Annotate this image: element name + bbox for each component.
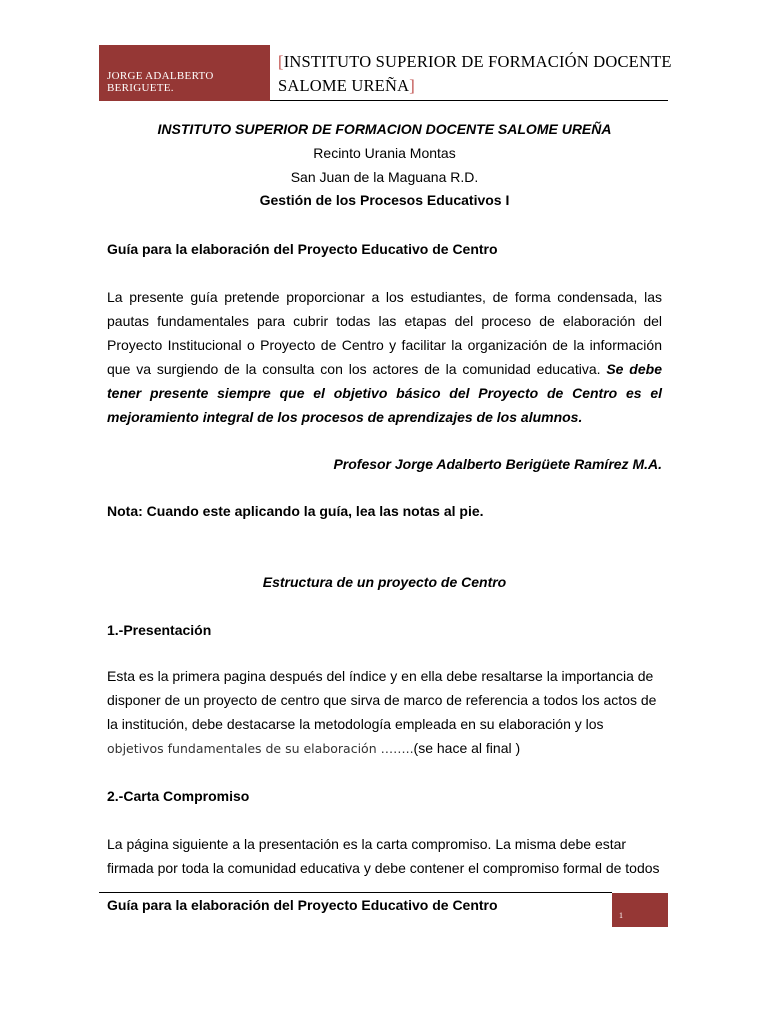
section2-heading: 2.-Carta Compromiso [107, 788, 250, 804]
header-author-box [99, 45, 270, 101]
header-title-line2: SALOME UREÑA [278, 76, 410, 95]
section2-line: La página siguiente a la presentación es la carta compromiso. La misma debe estar [107, 836, 627, 852]
header-rule [270, 100, 668, 101]
section1-line: disponer de un proyecto de centro que sirva de marco de referencia a todos los actos de [107, 692, 657, 708]
intro-emphasis: Se debe tener presente siempre que el objetivo básico del Proyecto de Centro es el mejoramiento integral de los procesos de aprendizajes de los alumnos. [107, 361, 662, 425]
section1-line: la institución, debe destacarse la metodología empleada en su elaboración y los [107, 716, 604, 732]
header-title-line1: INSTITUTO SUPERIOR DE FORMACIÓN DOCENTE [283, 52, 672, 71]
author-name-line1: JORGE ADALBERTO [107, 70, 214, 82]
section2-paragraph [107, 832, 662, 880]
bracket-close: ] [409, 76, 415, 95]
page-number: 1 [619, 911, 623, 920]
section1-line: Esta es la primera pagina después del índice y en ella debe resaltarse la importancia de [107, 668, 654, 684]
section1-note: (se hace al final ) [413, 740, 521, 756]
author-signature: Profesor Jorge Adalberto Berigüete Ramírez M.A. [333, 456, 662, 472]
footer-rule [99, 892, 612, 893]
guide-title: Guía para la elaboración del Proyecto Educativo de Centro [107, 241, 498, 257]
section1-paragraph [107, 664, 662, 761]
structure-title: Estructura de un proyecto de Centro [262, 574, 507, 590]
intro-paragraph [107, 285, 662, 429]
page-number-box [612, 893, 668, 927]
section1-heading: 1.-Presentación [107, 622, 212, 638]
course-title: Gestión de los Procesos Educativos I [259, 192, 510, 208]
footer-title: Guía para la elaboración del Proyecto Educativo de Centro [107, 897, 498, 913]
campus-name: Recinto Urania Montas [313, 145, 456, 161]
author-name-line2: BERIGUETE. [107, 82, 174, 94]
location: San Juan de la Maguana R.D. [290, 169, 479, 185]
note: Nota: Cuando este aplicando la guía, lea las notas al pie. [107, 503, 484, 519]
section2-line: firmada por toda la comunidad educativa y debe contener el compromiso formal de todos [107, 860, 660, 876]
bracket-open: [ [278, 52, 284, 71]
header-title [278, 50, 678, 98]
institution-name: INSTITUTO SUPERIOR DE FORMACION DOCENTE SALOME UREÑA [157, 121, 612, 137]
intro-text: La presente guía pretende proporcionar a los estudiantes, de forma condensada, las pautas fundamentales para cubrir todas las etapas del proceso de elaboración del Proyecto Institucional o Proyecto de Centro y facilitar la organización de la información que va surgiendo de la consulta con los actores de la comunidad educativa. [107, 289, 662, 377]
section1-light-text: objetivos fundamentales de su elaboración …….. [107, 741, 414, 756]
section1-line [107, 736, 662, 761]
